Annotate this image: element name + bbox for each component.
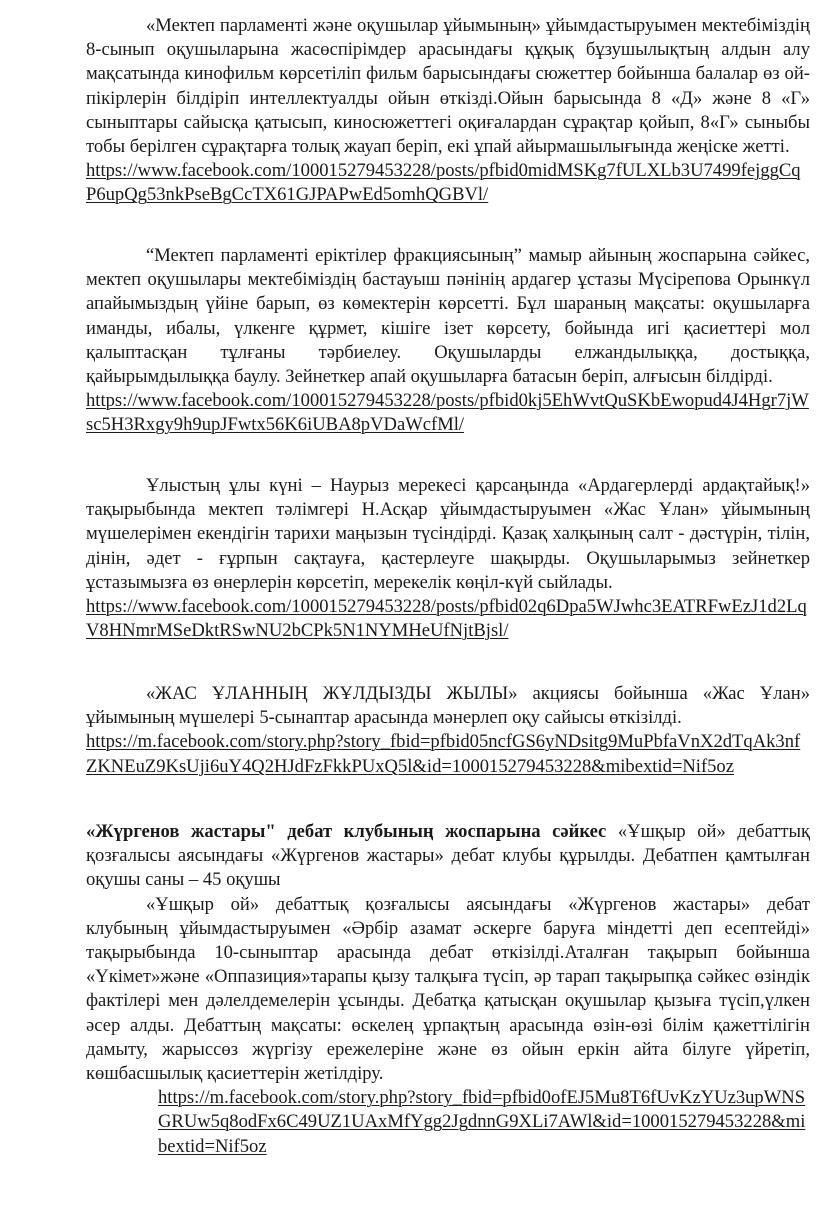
paragraph: «Ұшқыр ой» дебаттық қозғалысы аясындағы «Жүргенов жастары» дебат клубының ұйымдастыруымен «Әрбір азамат әскерге баруға міндетті деп есептейді» тақырыбында 10-сыныптар арасында дебат өткізілді.Аталған тақырып бойынша «Үкімет»және «Оппазиция»тарапы қызу талқыға түсіп, әр тарап тақырыпқа сәйкес өзіндік фактілері мен дәлелдемелерін ұсынды. Дебатқа қатысқан оқушылар қызыға түсіп,үлкен әсер алды. Дебаттың мақсаты: өскелең ұрпақтың арасында өзін-өзі білім қажеттілігін дамыту, жарыссөз жүргізу ережелеріне және өз ойын еркін айта білуге үйретіп, көшбасшылық қасиеттерін жетілдіру.: [86, 893, 810, 1085]
facebook-story-link[interactable]: https://m.facebook.com/story.php?story_fbid=pfbid05ncfGS6yNDsitg9MuPbfaVnX2dTqAk3nfZKNEuZ9KsUji6uY4Q2HJdFzFkkPUxQ5l&id=100015279453228&mibextid=Nif5oz: [86, 731, 801, 777]
section-debate-club: [86, 820, 810, 1159]
paragraph: Ұлыстың ұлы күні – Наурыз мерекесі қарсаңында «Ардагерлерді ардақтайық!» тақырыбында мектеп тәлімгері Н.Асқар ұйымдастыруымен «Жас Ұлан» ұйымының мүшелерімен екендігін тарихи маңызын түсіндірді. Қазақ халқының салт - дәстүрін, тілін, дінін, әдет - ғұрпын сақтауға, қастерлеуге шақырды. Оқушыларымыз зейнеткер ұстазымызға өз өнерлерін көрсетіп, мерекелік көңіл-күй сыйлады.: [86, 475, 810, 593]
section-heading: [86, 820, 810, 893]
paragraph: “Мектеп парламенті еріктілер фракциясының” мамыр айының жоспарына сәйкес, мектеп оқушылары мектебіміздің бастауыш пәнінің ардагер ұстазы Мүсірепова Орынкүл апайымыздың үйіне барып, өз көмектерін көрсетті. Бұл шараның мақсаты: оқушыларға иманды, ибалы, үлкенге құрмет, кішіге ізет көрсету, бойында игі қасиеттері мол қалыптасқан тұлғаны тәрбиелеу. Оқушыларды елжандылыққа, достыққа, қайырымдылыққа баулу. Зейнеткер апай оқушыларға батасын беріп, алғысын білдірді.: [86, 245, 810, 388]
facebook-link[interactable]: https://www.facebook.com/100015279453228/posts/pfbid0midMSKg7fULXLb3U7499fejggCqP6upQg53nkPseBgCcTX61GJPAPwEd5omhQGBVl/: [86, 160, 801, 206]
section-zhas-ulan: [86, 682, 810, 779]
facebook-story-link[interactable]: https://m.facebook.com/story.php?story_fbid=pfbid0ofEJ5Mu8T6fUvKzYUz3upWNSGRUw5q8odFx6C49UZ1UAxMfYgg2JgdnnG9XLi7AWl&id=100015279453228&mibextid=Nif5oz: [158, 1087, 806, 1157]
section-volunteers-visit: [86, 244, 810, 438]
facebook-link[interactable]: https://www.facebook.com/100015279453228/posts/pfbid0kj5EhWvtQuSKbEwopud4J4Hgr7jWsc5H3Rxgy9h9upJFwtx56K6iUBA8pVDaWcfMl/: [86, 390, 809, 436]
paragraph: «ЖАС ҰЛАННЫҢ ЖҰЛДЫЗДЫ ЖЫЛЫ» акциясы бойынша «Жас Ұлан» ұйымының мүшелері 5-сынаптар арасында мәнерлеп оқу сайысы өткізілді.: [86, 683, 810, 729]
paragraph: «Мектеп парламенті және оқушылар ұйымының» ұйымдастыруымен мектебіміздің 8-сынып оқушыларына жасөспірімдер арасындағы құқық бұзушылықтың алдын алу мақсатында кинофильм көрсетіліп фильм барысындағы сюжеттер бойынша балалар өз ой-пікірлерін білдіріп интеллектуалды ойын өткізді.Ойын барысында 8 «Д» және 8 «Г» сыныптары сайысқа қатысып, киносюжеттегі оқиғалардан сұрақтар қойып, 8«Г» сыныбы тобы берілген сұрақтарға толық жауап беріп, екі ұпай айырмашылығында жеңіске жетті.: [86, 15, 810, 158]
section-parliament-film: [86, 14, 810, 208]
heading-rest: «Ұшқыр ой» дебаттық қозғалысы аясындағы «Жүргенов жастары» дебат клубы құрылды. Дебатпен қамтылған оқушы саны – 45 оқушы: [86, 821, 811, 891]
facebook-link[interactable]: https://www.facebook.com/100015279453228/posts/pfbid02q6Dpa5WJwhc3EATRFwEzJ1d2LqV8HNmrMSeDktRSwNU2bCPk5N1NYMHeUfNjtBjsl/: [86, 596, 807, 642]
section-nauryz: [86, 474, 810, 643]
heading-bold: «Жүргенов жастары" дебат клубының жоспарына сәйкес: [86, 821, 607, 842]
